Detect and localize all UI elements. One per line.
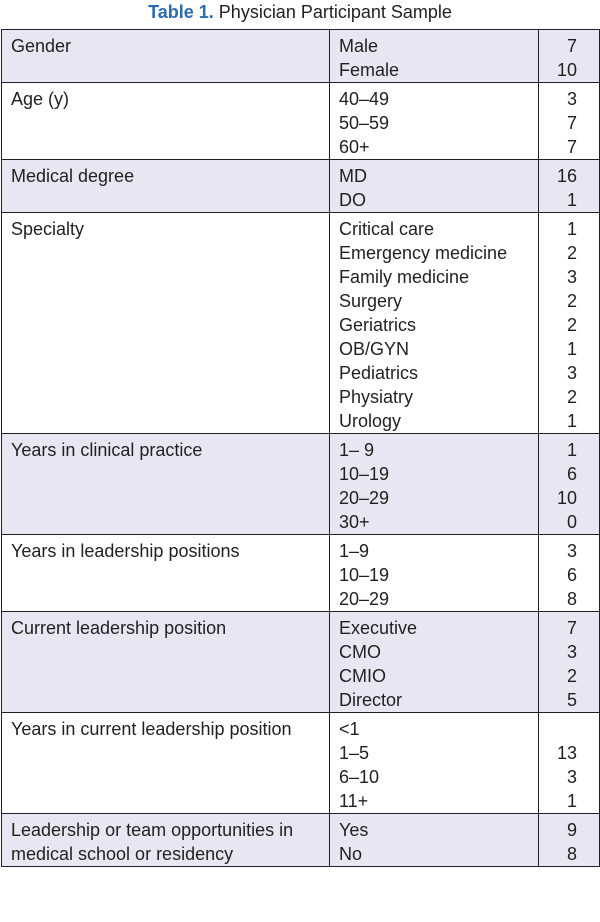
count-value: 3 xyxy=(566,267,577,287)
count-value: 2 xyxy=(566,666,577,686)
count-value: 8 xyxy=(566,589,577,609)
count-value: 1 xyxy=(566,190,577,210)
count-value: 6 xyxy=(566,464,577,484)
table-body xyxy=(2,30,600,867)
options-cell xyxy=(330,814,539,867)
options-cell xyxy=(330,213,539,434)
option-label: <1 xyxy=(339,719,360,739)
options-cell xyxy=(330,83,539,160)
options-cell xyxy=(330,160,539,213)
option-label: Critical care xyxy=(339,219,435,239)
count-value: 2 xyxy=(566,291,577,311)
counts-cell xyxy=(539,612,600,713)
table-row-specialty xyxy=(2,213,600,434)
category-label: Gender xyxy=(11,36,72,56)
category-label: Specialty xyxy=(11,219,85,239)
option-label: 6–10 xyxy=(339,767,380,787)
option-label: 1– 9 xyxy=(339,440,375,460)
category-label: Leadership or team opportunities in medical school or residency xyxy=(11,820,294,864)
count-value: 3 xyxy=(566,89,577,109)
option-label: 30+ xyxy=(339,512,370,532)
count-value: 2 xyxy=(566,243,577,263)
option-label: Executive xyxy=(339,618,418,638)
option-label: Male xyxy=(339,36,379,56)
option-label: 11+ xyxy=(339,791,369,811)
table-row-age-y xyxy=(2,83,600,160)
count-value: 1 xyxy=(566,440,577,460)
category-label: Medical degree xyxy=(11,166,135,186)
table-row-medical-degree xyxy=(2,160,600,213)
table-row-leadership-or-team-opportunities-in-medical-school-or-residency xyxy=(2,814,600,867)
category-label: Age (y) xyxy=(11,89,70,109)
option-label: Physiatry xyxy=(339,387,414,407)
count-value xyxy=(543,717,577,741)
option-label: DO xyxy=(339,190,366,210)
category-cell xyxy=(2,434,330,535)
category-cell xyxy=(2,83,330,160)
count-value: 3 xyxy=(566,541,577,561)
count-value: 2 xyxy=(566,315,577,335)
option-label: Emergency medicine xyxy=(339,243,508,263)
counts-cell xyxy=(539,30,600,83)
count-value: 2 xyxy=(566,387,577,407)
option-label: 50–59 xyxy=(339,113,390,133)
option-label: MD xyxy=(339,166,367,186)
counts-cell xyxy=(539,213,600,434)
table-caption xyxy=(0,0,600,26)
count-value: 13 xyxy=(556,743,577,763)
counts-cell xyxy=(539,713,600,814)
options-cell xyxy=(330,30,539,83)
option-label: 1–5 xyxy=(339,743,370,763)
category-label: Current leadership position xyxy=(11,618,227,638)
count-value: 3 xyxy=(566,363,577,383)
option-label: CMIO xyxy=(339,666,386,686)
option-label: Geriatrics xyxy=(339,315,417,335)
option-label: Pediatrics xyxy=(339,363,419,383)
count-value: 7 xyxy=(566,618,577,638)
option-label: Director xyxy=(339,690,403,710)
count-value: 5 xyxy=(566,690,577,710)
option-label: 10–19 xyxy=(339,565,390,585)
count-value: 1 xyxy=(566,339,577,359)
participant-table xyxy=(1,29,600,867)
count-value: 9 xyxy=(566,820,577,840)
table-row-gender xyxy=(2,30,600,83)
option-label: 40–49 xyxy=(339,89,390,109)
count-value: 1 xyxy=(566,411,577,431)
option-label: CMO xyxy=(339,642,381,662)
category-label: Years in current leadership position xyxy=(11,719,292,739)
option-label: Surgery xyxy=(339,291,403,311)
counts-cell xyxy=(539,814,600,867)
table-row-years-in-current-leadership-position xyxy=(2,713,600,814)
option-label: Family medicine xyxy=(339,267,470,287)
option-label: 60+ xyxy=(339,137,370,157)
category-label: Years in clinical practice xyxy=(11,440,203,460)
counts-cell xyxy=(539,83,600,160)
category-cell xyxy=(2,213,330,434)
category-cell xyxy=(2,713,330,814)
category-cell xyxy=(2,535,330,612)
category-label: Years in leadership positions xyxy=(11,541,240,561)
category-cell xyxy=(2,814,330,867)
count-value: 3 xyxy=(566,642,577,662)
option-label: No xyxy=(339,844,363,864)
category-cell xyxy=(2,160,330,213)
count-value: 1 xyxy=(566,791,577,811)
category-cell xyxy=(2,30,330,83)
count-value: 7 xyxy=(566,113,577,133)
count-value: 8 xyxy=(566,844,577,864)
table-row-years-in-clinical-practice xyxy=(2,434,600,535)
option-label: Female xyxy=(339,60,400,80)
category-cell xyxy=(2,612,330,713)
option-label: 1–9 xyxy=(339,541,370,561)
option-label: OB/GYN xyxy=(339,339,410,359)
table-number: Table 1. xyxy=(148,2,214,22)
table-row-years-in-leadership-positions xyxy=(2,535,600,612)
option-label: Urology xyxy=(339,411,402,431)
options-cell xyxy=(330,535,539,612)
count-value: 7 xyxy=(566,36,577,56)
options-cell xyxy=(330,434,539,535)
count-value: 6 xyxy=(566,565,577,585)
option-label: 10–19 xyxy=(339,464,390,484)
counts-cell xyxy=(539,434,600,535)
count-value: 10 xyxy=(556,488,577,508)
count-value: 1 xyxy=(566,219,577,239)
count-value: 0 xyxy=(566,512,577,532)
option-label: Yes xyxy=(339,820,369,840)
table-row-current-leadership-position xyxy=(2,612,600,713)
count-value: 3 xyxy=(566,767,577,787)
options-cell xyxy=(330,713,539,814)
count-value: 16 xyxy=(556,166,577,186)
counts-cell xyxy=(539,160,600,213)
count-value: 10 xyxy=(556,60,577,80)
options-cell xyxy=(330,612,539,713)
option-label: 20–29 xyxy=(339,488,390,508)
option-label: 20–29 xyxy=(339,589,390,609)
counts-cell xyxy=(539,535,600,612)
count-value: 7 xyxy=(566,137,577,157)
table-title: Physician Participant Sample xyxy=(218,2,452,22)
